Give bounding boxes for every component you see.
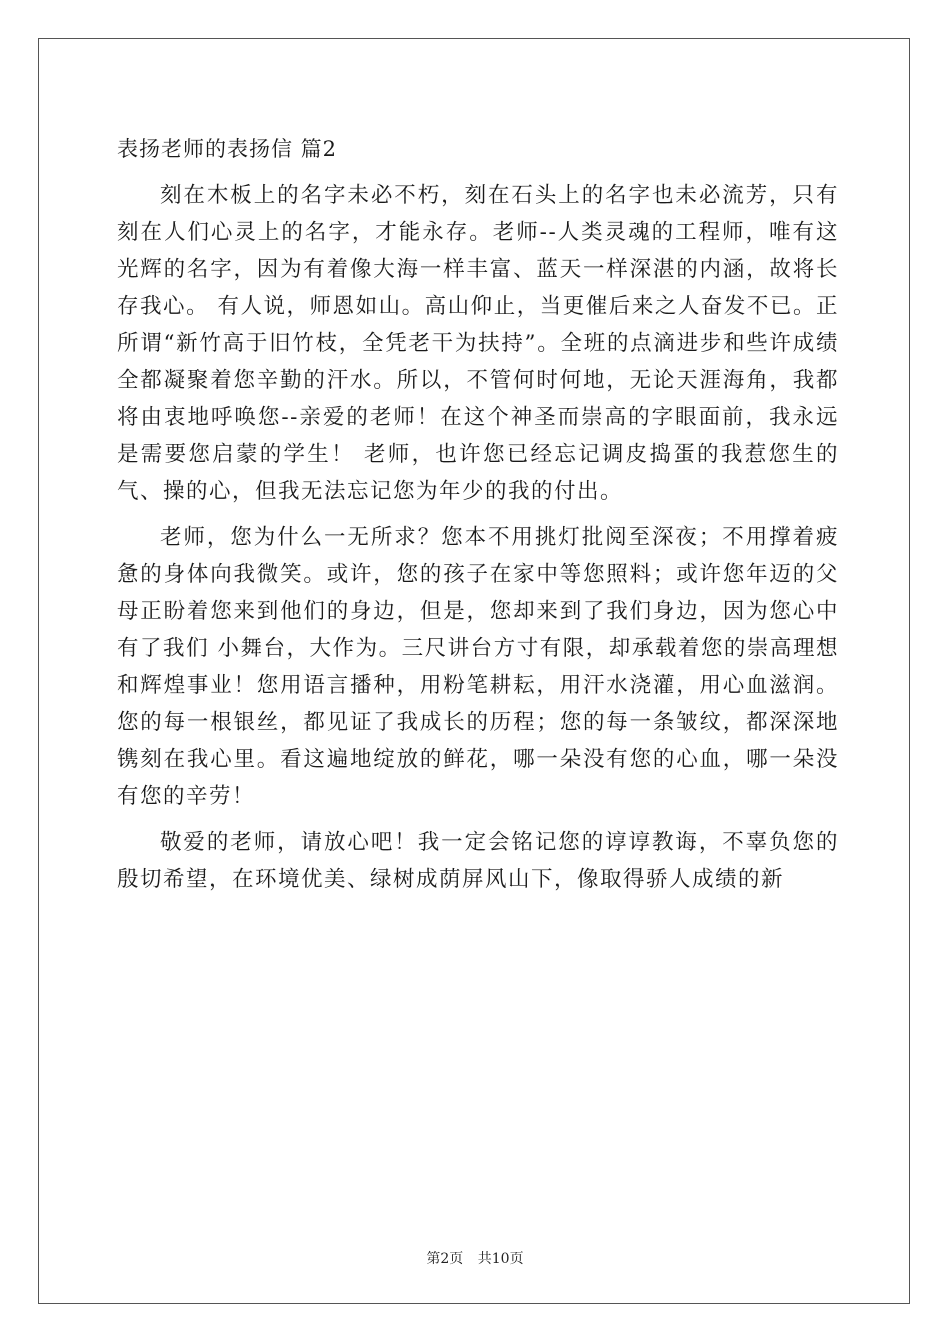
page-footer xyxy=(0,1248,950,1268)
total-pages: 共10页 xyxy=(477,1251,524,1267)
page-number: 第2页 xyxy=(426,1251,464,1267)
paragraph-1: 刻在木板上的名字未必不朽，刻在石头上的名字也未必流芳，只有刻在人们心灵上的名字，才能永存。老师--人类灵魂的工程师，唯有这光辉的名字，因为有着像大海一样丰富、蓝天一样深湛的内涵，故将长存我心。 有人说，师恩如山。高山仰止，当更催后来之人奋发不已。正所谓“新竹高于旧竹枝，全凭老干为扶持”。全班的点滴进步和些许成绩全都凝聚着您辛勤的汗水。所以，不管何时何地，无论天涯海角，我都将由衷地呼唤您--亲爱的老师！在这个神圣而崇高的字眼面前，我永远是需要您启蒙的学生！ 老师，也许您已经忘记调皮捣蛋的我惹您生的气、操的心，但我无法忘记您为年少的我的付出。 xyxy=(117,183,839,504)
document-title: 表扬老师的表扬信 篇2 xyxy=(117,137,338,161)
paragraph-3: 敬爱的老师，请放心吧！我一定会铭记您的谆谆教诲，不辜负您的殷切希望，在环境优美、绿树成荫屏风山下，像取得骄人成绩的新 xyxy=(117,830,839,892)
document-body xyxy=(117,133,839,898)
paragraph-2: 老师，您为什么一无所求？您本不用挑灯批阅至深夜；不用撑着疲惫的身体向我微笑。或许，您的孩子在家中等您照料；或许您年迈的父母正盼着您来到他们的身边，但是，您却来到了我们身边，因为您心中有了我们 小舞台，大作为。三尺讲台方寸有限，却承载着您的崇高理想和辉煌事业！您用语言播种，用粉笔耕耘，用汗水浇灌，用心血滋润。您的每一根银丝，都见证了我成长的历程；您的每一条皱纹，都深深地镌刻在我心里。看这遍地绽放的鲜花，哪一朵没有您的心血，哪一朵没有您的辛劳！ xyxy=(117,525,839,809)
